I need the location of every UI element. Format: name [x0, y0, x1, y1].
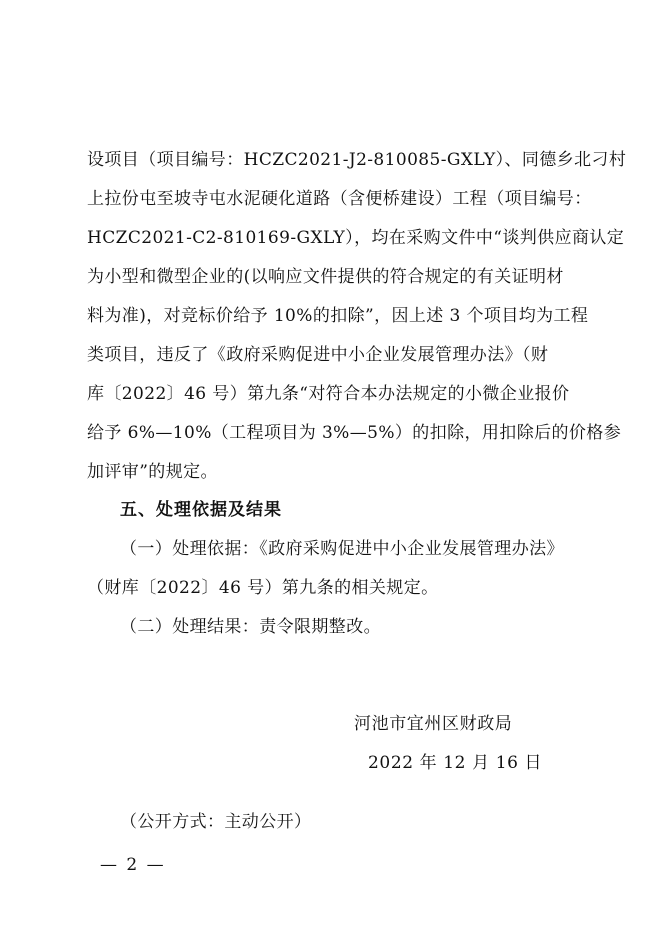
body-line-5: 料为准)，对竞标价给予 10%的扣除”，因上述 3 个项目均为工程	[87, 306, 589, 326]
signature-date: 2022 年 12 月 16 日	[368, 753, 543, 773]
disclosure-note: （公开方式：主动公开）	[120, 812, 312, 832]
page-number: — 2 —	[100, 855, 166, 875]
body-line-3: HCZC2021-C2-810169-GXLY），均在采购文件中“谈判供应商认定	[87, 228, 625, 248]
body-line-7: 库〔2022〕46 号）第九条“对符合本办法规定的小微企业报价	[87, 384, 570, 404]
body-line-1: 设项目（项目编号：HCZC2021-J2-810085-GXLY）、同德乡北刁村	[87, 150, 627, 170]
body-line-2: 上拉份屯至坡寺屯水泥硬化道路（含便桥建设）工程（项目编号：	[87, 189, 592, 209]
body-line-6: 类项目，违反了《政府采购促进中小企业发展管理办法》（财	[87, 345, 549, 365]
signature-org: 河池市宜州区财政局	[354, 714, 513, 734]
section-heading: 五、处理依据及结果	[120, 500, 282, 520]
result-line: （二）处理结果：责令限期整改。	[120, 617, 381, 637]
body-line-4: 为小型和微型企业的(以响应文件提供的符合规定的有关证明材	[87, 267, 564, 287]
body-line-8: 给予 6%—10%（工程项目为 3%—5%）的扣除，用扣除后的价格参	[87, 423, 622, 443]
body-line-9: 加评审”的规定。	[87, 462, 218, 482]
basis-line-2: （财库〔2022〕46 号）第九条的相关规定。	[87, 578, 439, 598]
basis-line-1: （一）处理依据：《政府采购促进中小企业发展管理办法》	[120, 539, 564, 559]
